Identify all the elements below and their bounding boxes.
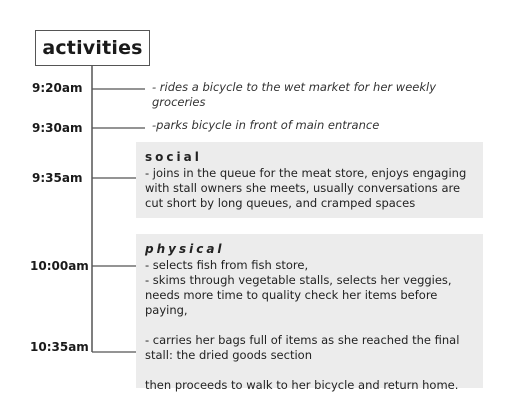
physical-card (136, 234, 483, 392)
spacer (145, 363, 473, 378)
title-box (35, 30, 150, 66)
social-heading: social (145, 150, 202, 164)
time-label: 9:35am (32, 171, 83, 185)
physical-line-4: then proceeds to walk to her bicycle and return home. (145, 378, 459, 392)
time-label: 10:35am (30, 340, 89, 354)
page-title: activities (42, 37, 143, 59)
physical-line-1: - selects fish from fish store, (145, 258, 309, 272)
social-text: - joins in the queue for the meat store, enjoys engaging with stall owners she meets, usually conversations are cut short by long queues, and cramped spaces (145, 166, 467, 210)
time-label: 10:00am (30, 259, 89, 273)
time-label: 9:30am (32, 121, 83, 135)
physical-heading: physical (145, 242, 225, 256)
note-park: -parks bicycle in front of main entrance (152, 118, 380, 132)
spacer (145, 318, 473, 333)
note-ride: - rides a bicycle to the wet market for her weekly groceries (152, 80, 437, 109)
physical-line-2: - skims through vegetable stalls, selects her veggies, needs more time to quality check her items before paying, (145, 273, 452, 317)
time-label: 9:20am (32, 81, 83, 95)
social-card (136, 142, 483, 218)
physical-line-3: - carries her bags full of items as she reached the final stall: the dried goods section (145, 333, 460, 362)
